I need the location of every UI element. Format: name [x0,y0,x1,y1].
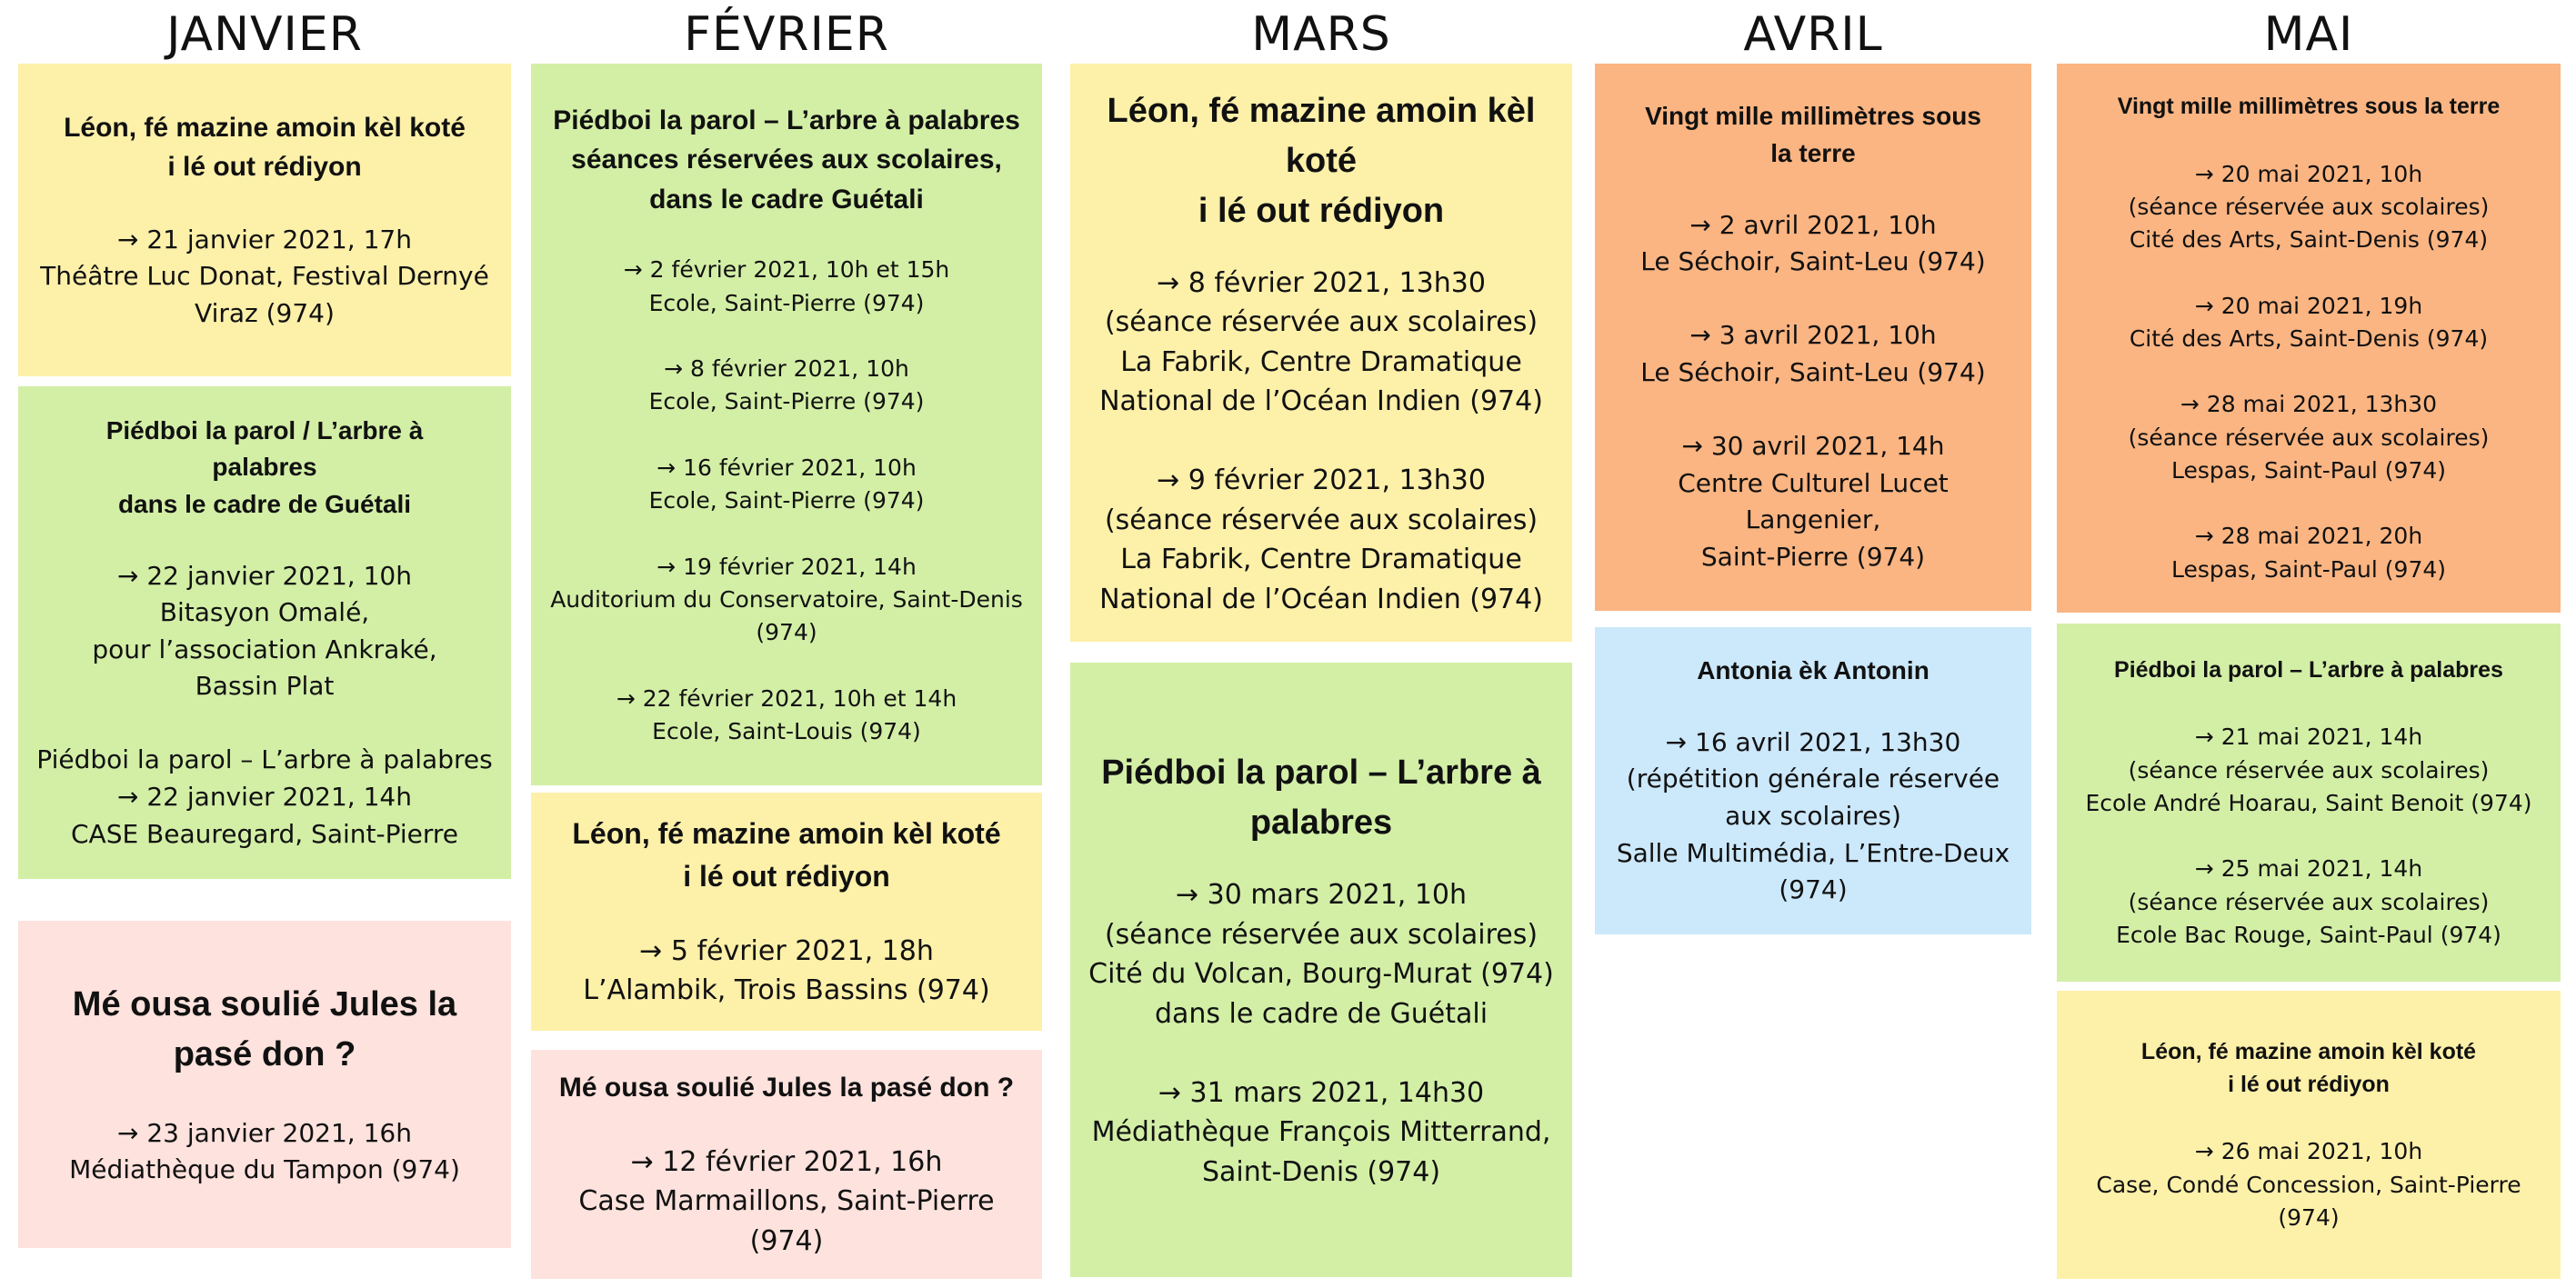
event-details: → 8 février 2021, 13h30 (séance réservée aux scolaires) La Fabrik, Centre Dramatique National de l’Océan Indien (974) → 9 février 2021, 13h30 (séance réservée aux scolaires) La Fabrik, Centre Dramatique National de l’Océan Indien (974) [1099,266,1543,615]
event-title: Léon, fé mazine amoin kèl koté i lé out rédiyon [2140,1038,2477,1098]
event-title: Mé ousa soulié Jules la pasé don ? [558,1073,1015,1103]
event-card-mars-1 [1070,64,1572,642]
event-title: Vingt mille millimètres sous la terre [2117,94,2501,120]
event-card-avril-2 [1595,627,2031,934]
event-details: → 23 janvier 2021, 16h Médiathèque du Tampon (974) [69,1117,460,1185]
event-details: → 20 mai 2021, 10h (séance réservée aux scolaires) Cité des Arts, Saint-Denis (974) → 20 mai 2021, 19h Cité des Arts, Saint-Denis (974) → 28 mai 2021, 13h30 (séance réservée aux scolaires) Lespas, Saint-Paul (974) → 28 mai 2021, 20h Lespas, Saint-Paul (974) [2128,160,2490,583]
event-details: → 5 février 2021, 18h L’Alambik, Trois Bassins (974) [583,934,990,1007]
event-card-fevrier-1 [531,64,1042,785]
event-details: → 26 mai 2021, 10h Case, Condé Concession, Saint-Pierre (974) [2096,1138,2521,1231]
event-card-fevrier-3 [531,1050,1042,1279]
event-title: Antonia èk Antonin [1697,656,1929,685]
event-card-janvier-1 [18,64,511,376]
event-title: Léon, fé mazine amoin kèl koté i lé out rédiyon [64,112,466,183]
month-title-mai: MAI [2263,7,2354,62]
event-details: → 22 janvier 2021, 10h Bitasyon Omalé, pour l’association Ankraké, Bassin Plat Piédboi la parol – L’arbre à palabres → 22 janvier 2021, 14h CASE Beauregard, Saint-Pierre [36,560,493,849]
event-details: → 30 mars 2021, 10h (séance réservée aux scolaires) Cité du Volcan, Bourg-Murat (974) dans le cadre de Guétali → 31 mars 2021, 14h30 Médiathèque François Mitterrand, Saint-Denis (974) [1088,879,1554,1188]
event-card-mai-2 [2057,624,2561,982]
event-title: Piédboi la parol / L’arbre à palabres dans le cadre de Guétali [105,415,424,518]
event-title: Piédboi la parol – L’arbre à palabres séances réservées aux scolaires, dans le cadre Guétali [553,105,1020,215]
event-card-mars-2 [1070,663,1572,1277]
event-title: Mé ousa soulié Jules la pasé don ? [72,985,457,1074]
event-card-mai-3 [2057,991,2561,1279]
event-details: → 21 mai 2021, 14h (séance réservée aux scolaires) Ecole André Hoarau, Saint Benoit (974) → 25 mai 2021, 14h (séance réservée aux scolaires) Ecole Bac Rouge, Saint-Paul (974) [2085,724,2532,948]
month-title-fevrier: FÉVRIER [684,7,889,62]
event-details: → 12 février 2021, 16h Case Marmaillons, Saint-Pierre (974) [578,1145,995,1257]
month-title-avril: AVRIL [1743,7,1883,62]
event-card-janvier-3 [18,921,511,1248]
month-title-janvier: JANVIER [166,7,363,62]
event-title: Léon, fé mazine amoin kèl koté i lé out rédiyon [1107,91,1536,230]
event-details: → 21 janvier 2021, 17h Théâtre Luc Donat, Festival Dernyé Viraz (974) [40,224,489,328]
event-title: Vingt mille millimètres sous la terre [1645,102,1981,168]
event-card-avril-1 [1595,64,2031,611]
event-card-janvier-2 [18,386,511,879]
event-card-mai-1 [2057,64,2561,613]
event-title: Piédboi la parol – L’arbre à palabres [1101,753,1541,842]
event-title: Léon, fé mazine amoin kèl koté i lé out rédiyon [572,817,1001,893]
event-card-fevrier-2 [531,793,1042,1031]
month-title-mars: MARS [1251,7,1391,62]
event-details: → 2 février 2021, 10h et 15h Ecole, Saint-Pierre (974) → 8 février 2021, 10h Ecole, Saint-Pierre (974) → 16 février 2021, 10h Ecole, Saint-Pierre (974) → 19 février 2021, 14h Auditorium du Conservatoire, Saint-Denis (974) → 22 février 2021, 10h et 14h Ecole, Saint-Louis (974) [550,256,1023,744]
event-details: → 16 avril 2021, 13h30 (répétition générale réservée aux scolaires) Salle Multimédia, L’Entre-Deux (974) [1616,726,2010,905]
event-details: → 2 avril 2021, 10h Le Séchoir, Saint-Leu (974) → 3 avril 2021, 10h Le Séchoir, Saint-Leu (974) → 30 avril 2021, 14h Centre Culturel Lucet Langenier, Saint-Pierre (974) [1640,209,1986,572]
event-title: Piédboi la parol – L’arbre à palabres [2114,657,2503,683]
